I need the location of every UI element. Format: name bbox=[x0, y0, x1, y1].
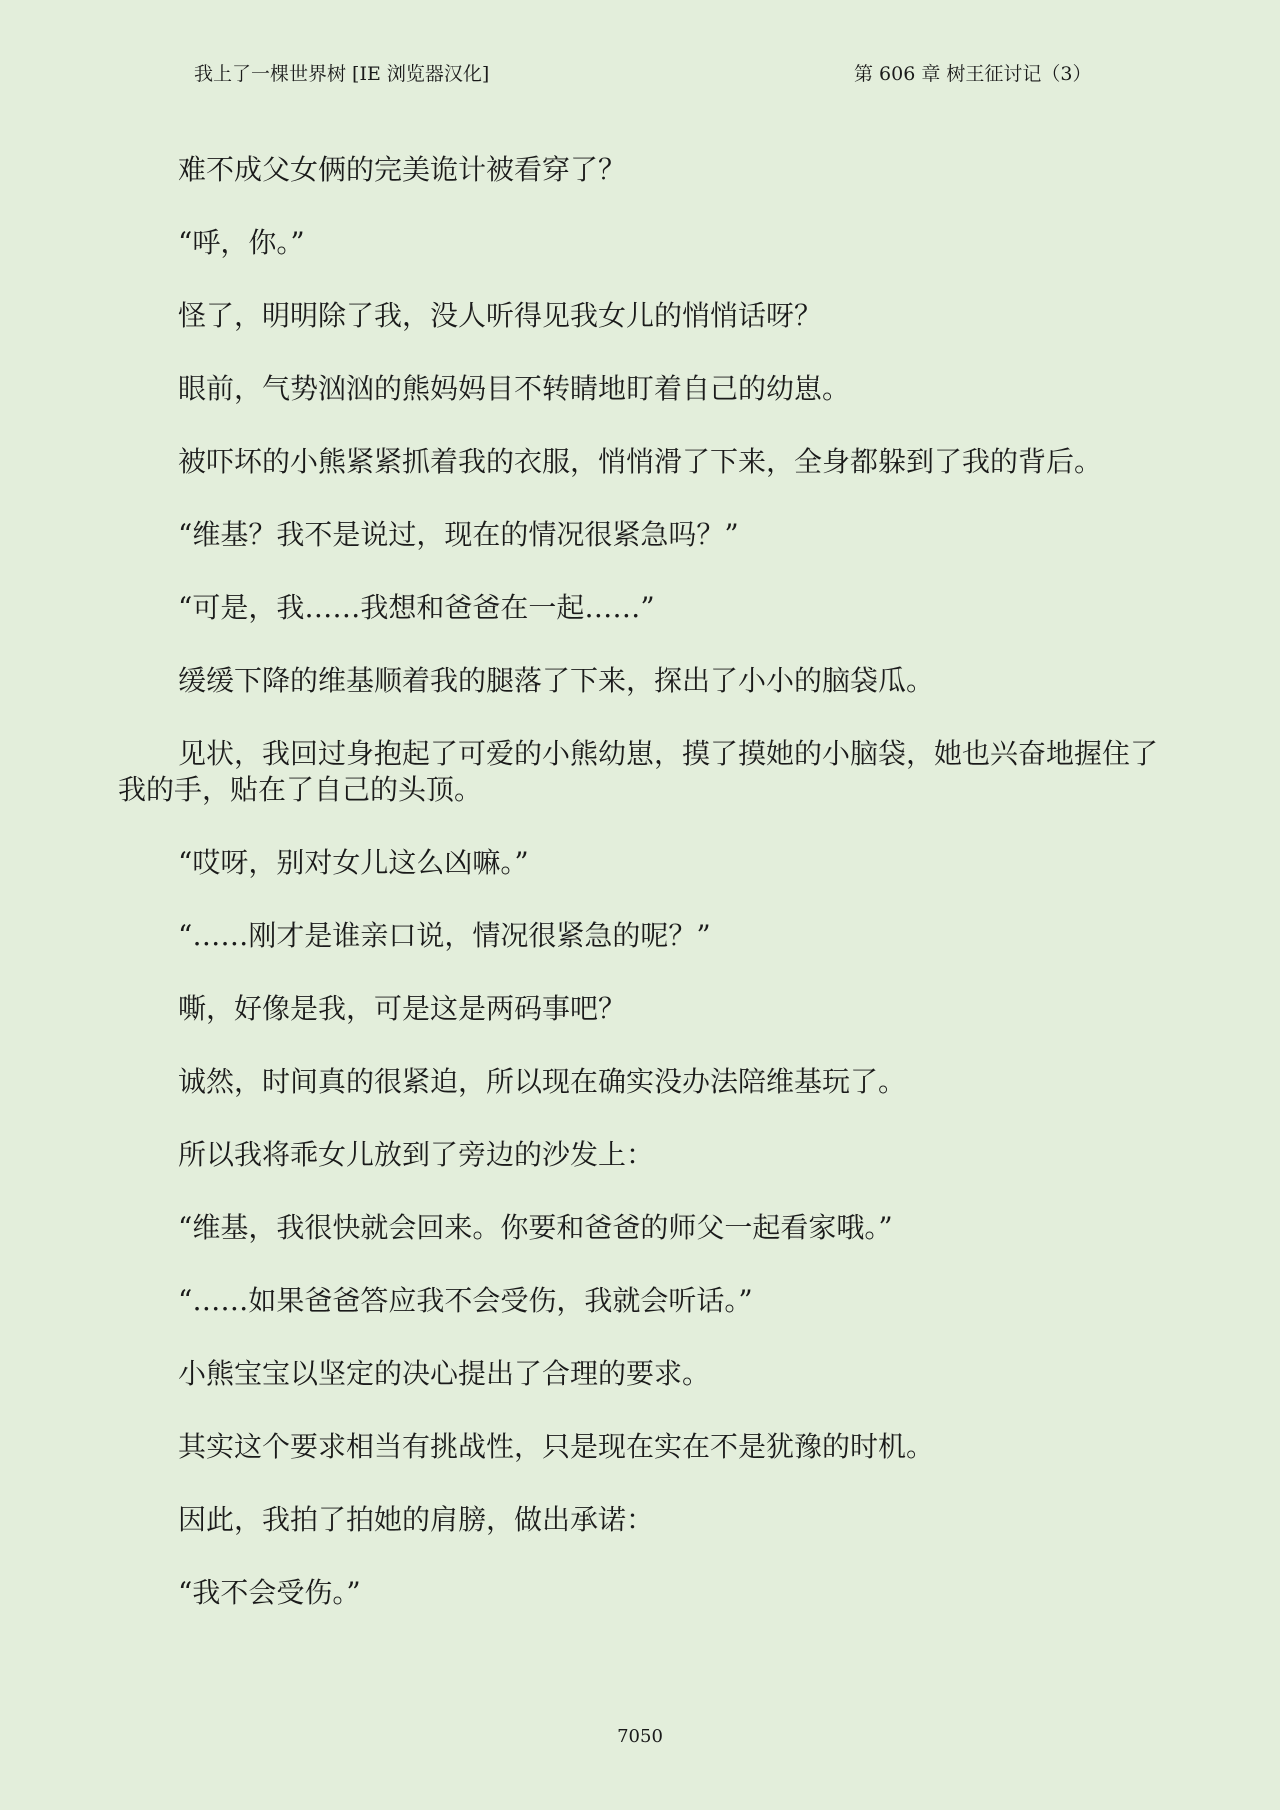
paragraph: 难不成父女俩的完美诡计被看穿了？ bbox=[178, 153, 627, 186]
paragraph: “哎呀，别对女儿这么凶嘛。” bbox=[178, 846, 529, 879]
paragraph: “……如果爸爸答应我不会受伤，我就会听话。” bbox=[178, 1284, 753, 1317]
paragraph: “我不会受伤。” bbox=[178, 1576, 361, 1609]
paragraph: 小熊宝宝以坚定的决心提出了合理的要求。 bbox=[178, 1357, 711, 1390]
paragraph: 见状，我回过身抱起了可爱的小熊幼崽，摸了摸她的小脑袋，她也兴奋地握住了我的手，贴在了自己的头顶。 bbox=[118, 737, 1159, 806]
paragraph: 所以我将乖女儿放到了旁边的沙发上： bbox=[178, 1138, 655, 1171]
paragraph: 眼前，气势汹汹的熊妈妈目不转睛地盯着自己的幼崽。 bbox=[178, 372, 851, 405]
paragraph: “维基？我不是说过，现在的情况很紧急吗？” bbox=[178, 518, 739, 551]
paragraph: 嘶，好像是我，可是这是两码事吧？ bbox=[178, 992, 627, 1025]
paragraph: “可是，我……我想和爸爸在一起……” bbox=[178, 591, 655, 624]
book-title: 我上了一棵世界树 [IE 浏览器汉化] bbox=[194, 63, 490, 85]
paragraph: 被吓坏的小熊紧紧抓着我的衣服，悄悄滑了下来，全身都躲到了我的背后。 bbox=[178, 445, 1103, 478]
paragraph: “维基，我很快就会回来。你要和爸爸的师父一起看家哦。” bbox=[178, 1211, 893, 1244]
paragraph: “呼，你。” bbox=[178, 226, 305, 259]
paragraph: “……刚才是谁亲口说，情况很紧急的呢？” bbox=[178, 919, 711, 952]
chapter-title: 第 606 章 树王征讨记（3） bbox=[854, 63, 1092, 85]
paragraph: 诚然，时间真的很紧迫，所以现在确实没办法陪维基玩了。 bbox=[178, 1065, 907, 1098]
body-text bbox=[118, 152, 1178, 1648]
paragraph: 怪了，明明除了我，没人听得见我女儿的悄悄话呀？ bbox=[178, 299, 823, 332]
paragraph: 其实这个要求相当有挑战性，只是现在实在不是犹豫的时机。 bbox=[178, 1430, 935, 1463]
paragraph: 因此，我拍了拍她的肩膀，做出承诺： bbox=[178, 1503, 655, 1536]
paragraph: 缓缓下降的维基顺着我的腿落了下来，探出了小小的脑袋瓜。 bbox=[178, 664, 935, 697]
page-number: 7050 bbox=[617, 1726, 663, 1747]
